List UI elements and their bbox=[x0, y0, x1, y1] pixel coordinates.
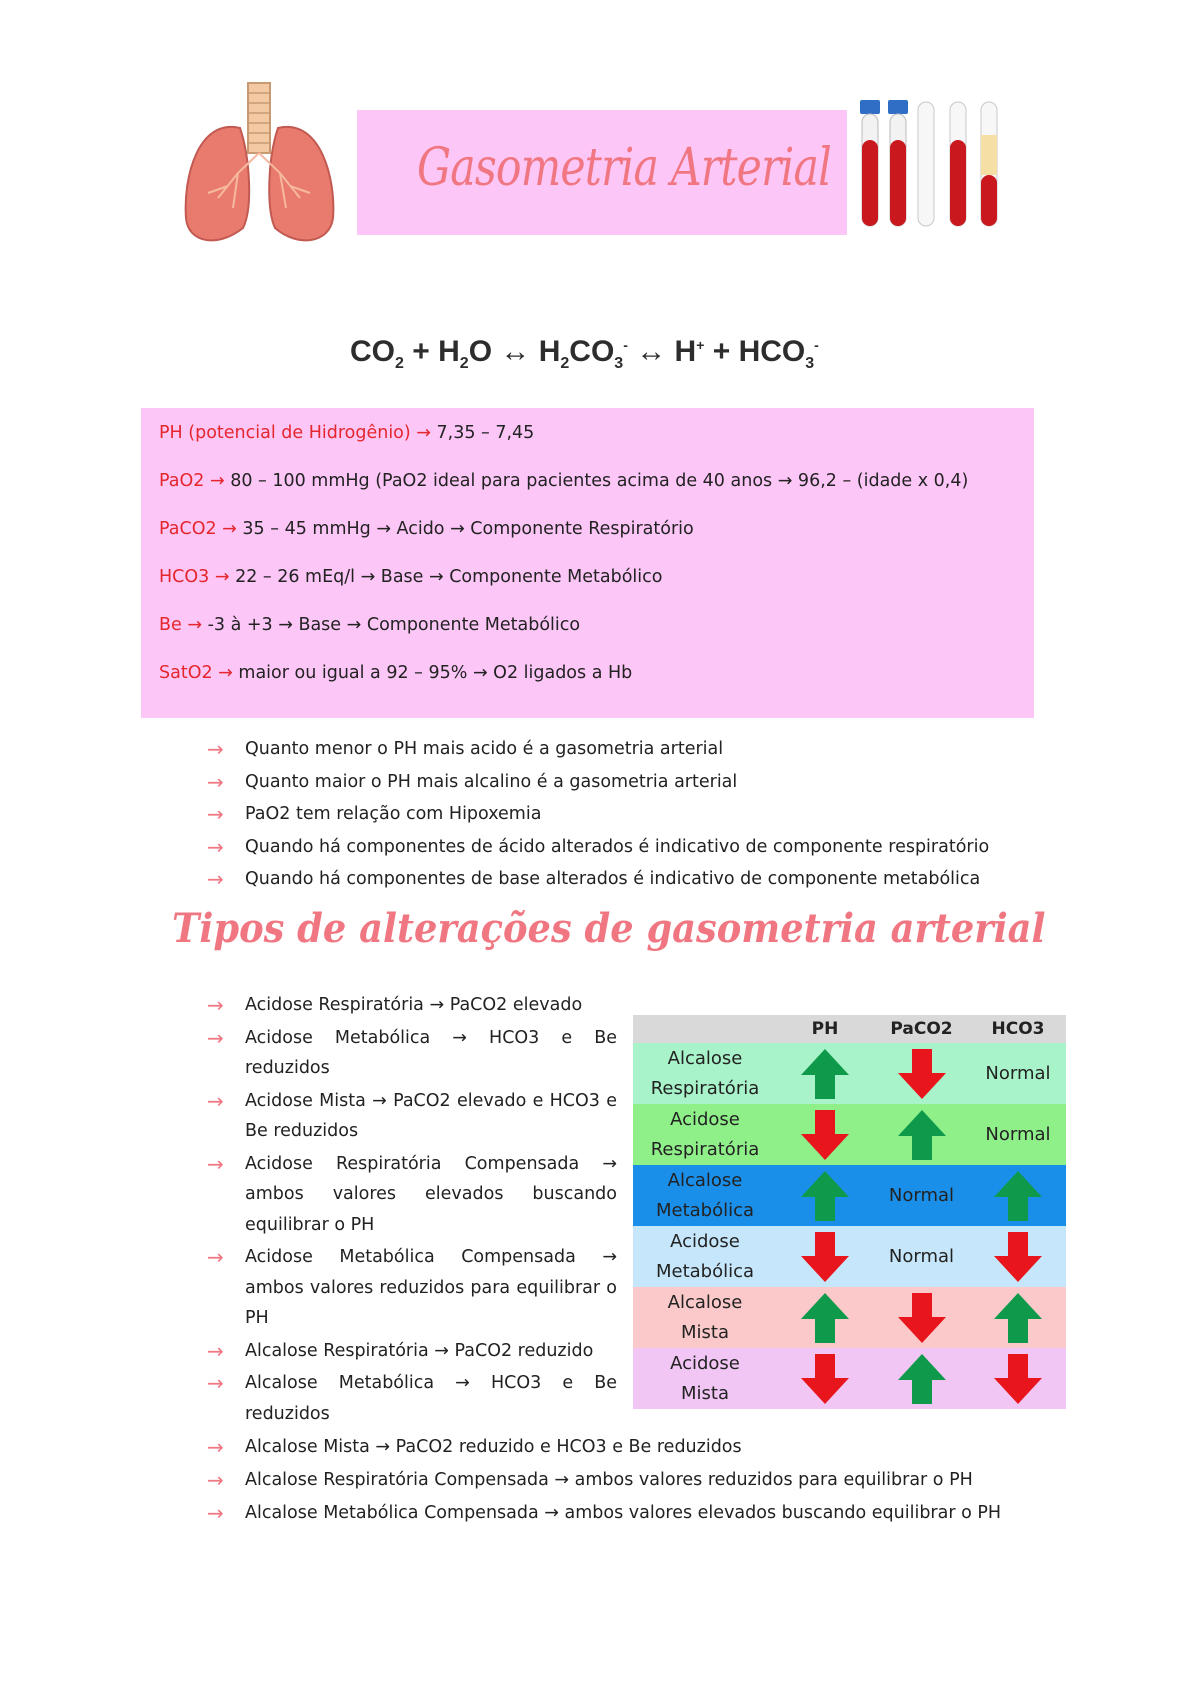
arrow-up-icon bbox=[777, 1043, 873, 1104]
arrow-down-icon bbox=[970, 1348, 1066, 1409]
row-label: Acidose Metabólica bbox=[655, 1230, 755, 1282]
arrow-up-icon bbox=[873, 1348, 970, 1409]
chemical-equation: $CO_2 + H_2O$ ↔ $H_2CO_3^-$ ↔ $H^+ + HCO_3^-$ bbox=[350, 335, 819, 372]
list-item: → Alcalose Metabólica Compensada → ambos valores elevados buscando equilibrar o PH bbox=[207, 1500, 1002, 1525]
reference-line: SatO2 → maior ou igual a 92 – 95% → O2 ligados a Hb bbox=[159, 663, 633, 683]
arrow-icon: → bbox=[207, 1088, 224, 1113]
arrow-icon: → bbox=[207, 1338, 224, 1363]
arrow-down-icon bbox=[873, 1043, 970, 1104]
list-item: → PaO2 tem relação com Hipoxemia bbox=[207, 802, 542, 827]
normal-value: Normal bbox=[888, 1184, 955, 1206]
row-label: Alcalose Respiratória bbox=[650, 1047, 760, 1099]
arrow-icon: → bbox=[207, 769, 224, 794]
page-title: Gasometria Arterial bbox=[417, 138, 831, 198]
arrow-down-icon bbox=[970, 1226, 1066, 1287]
table-header-cell: PH bbox=[777, 1015, 873, 1043]
normal-value: Normal bbox=[985, 1062, 1051, 1084]
arrow-down-icon bbox=[777, 1104, 873, 1165]
table-row bbox=[633, 1043, 1066, 1104]
types-list bbox=[207, 990, 617, 1431]
list-item: → Quanto menor o PH mais acido é a gasometria arterial bbox=[207, 737, 724, 762]
reference-line: PH (potencial de Hidrogênio) → 7,35 – 7,45 bbox=[159, 423, 535, 443]
arrow-down-icon bbox=[873, 1287, 970, 1348]
list-item: → Alcalose Respiratória → PaCO2 reduzido bbox=[207, 1336, 617, 1367]
arrow-up-icon bbox=[970, 1165, 1066, 1226]
list-item: → Acidose Respiratória → PaCO2 elevado bbox=[207, 990, 617, 1021]
reference-line: HCO3 → 22 – 26 mEq/l → Base → Componente Metabólico bbox=[159, 567, 663, 587]
arrow-icon: → bbox=[207, 1434, 224, 1459]
list-item: → Acidose Respiratória Compensada → ambos valores elevados buscando equilibrar o PH bbox=[207, 1149, 617, 1241]
table-row bbox=[633, 1348, 1066, 1409]
arrow-icon: → bbox=[207, 834, 224, 859]
list-item: → Acidose Metabólica → HCO3 e Be reduzidos bbox=[207, 1023, 617, 1084]
row-label: Acidose Mista bbox=[670, 1352, 740, 1404]
arrow-icon: → bbox=[207, 867, 224, 892]
section-title: Tipos de alterações de gasometria arterial bbox=[172, 905, 1046, 952]
blood-tubes-icon bbox=[855, 100, 1010, 240]
table-row bbox=[633, 1165, 1066, 1226]
arrow-icon: → bbox=[207, 1371, 224, 1395]
arrow-up-icon bbox=[777, 1165, 873, 1226]
arrow-up-icon bbox=[873, 1104, 970, 1165]
lungs-icon bbox=[178, 78, 343, 253]
reference-line: Be → -3 à +3 → Base → Componente Metabólico bbox=[159, 615, 581, 635]
arrow-up-icon bbox=[970, 1287, 1066, 1348]
table-row bbox=[633, 1104, 1066, 1165]
arrow-up-icon bbox=[777, 1287, 873, 1348]
table-header-cell: PaCO2 bbox=[873, 1015, 970, 1043]
reference-line: PaCO2 → 35 – 45 mmHg → Acido → Componente Respiratório bbox=[159, 519, 694, 539]
arrow-down-icon bbox=[777, 1226, 873, 1287]
arrow-icon: → bbox=[207, 1467, 224, 1492]
arrow-down-icon bbox=[777, 1348, 873, 1409]
row-label: Alcalose Mista bbox=[667, 1291, 743, 1343]
list-item: → Quando há componentes de ácido alterados é indicativo de componente respiratório bbox=[207, 834, 990, 859]
arrow-icon: → bbox=[207, 1151, 224, 1176]
normal-value: Normal bbox=[985, 1123, 1051, 1145]
list-item: → Acidose Mista → PaCO2 elevado e HCO3 e Be reduzidos bbox=[207, 1086, 617, 1147]
arrow-icon: → bbox=[207, 737, 224, 762]
table-header-cell: HCO3 bbox=[970, 1015, 1066, 1043]
title-banner bbox=[357, 110, 847, 235]
table-row bbox=[633, 1226, 1066, 1287]
arrow-icon: → bbox=[207, 1245, 224, 1269]
list-item: → Quanto maior o PH mais alcalino é a gasometria arterial bbox=[207, 769, 738, 794]
reference-values-box bbox=[141, 408, 1034, 718]
reference-line: PaO2 → 80 – 100 mmHg (PaO2 ideal para pacientes acima de 40 anos → 96,2 – (idade x 0,4) bbox=[159, 471, 969, 491]
abg-table bbox=[633, 1015, 1066, 1409]
row-label: Acidose Respiratória bbox=[650, 1108, 760, 1160]
list-item: → Acidose Metabólica Compensada → ambos valores reduzidos para equilibrar o PH bbox=[207, 1242, 617, 1334]
arrow-icon: → bbox=[207, 1500, 224, 1525]
table-row bbox=[633, 1287, 1066, 1348]
list-item: → Alcalose Respiratória Compensada → ambos valores reduzidos para equilibrar o PH bbox=[207, 1467, 973, 1492]
list-item: → Alcalose Metabólica → HCO3 e Be reduzidos bbox=[207, 1368, 617, 1429]
types-list-continued bbox=[207, 1430, 1001, 1529]
table-header-cell bbox=[633, 1015, 777, 1043]
normal-value: Normal bbox=[888, 1245, 955, 1267]
arrow-icon: → bbox=[207, 1025, 224, 1050]
list-item: → Alcalose Mista → PaCO2 reduzido e HCO3 e Be reduzidos bbox=[207, 1434, 742, 1459]
row-label: Alcalose Metabólica bbox=[655, 1169, 755, 1221]
table-header-row bbox=[633, 1015, 1066, 1043]
arrow-icon: → bbox=[207, 802, 224, 827]
list-item: → Quando há componentes de base alterados é indicativo de componente metabólica bbox=[207, 867, 981, 892]
notes-list bbox=[207, 733, 989, 896]
arrow-icon: → bbox=[207, 993, 224, 1017]
